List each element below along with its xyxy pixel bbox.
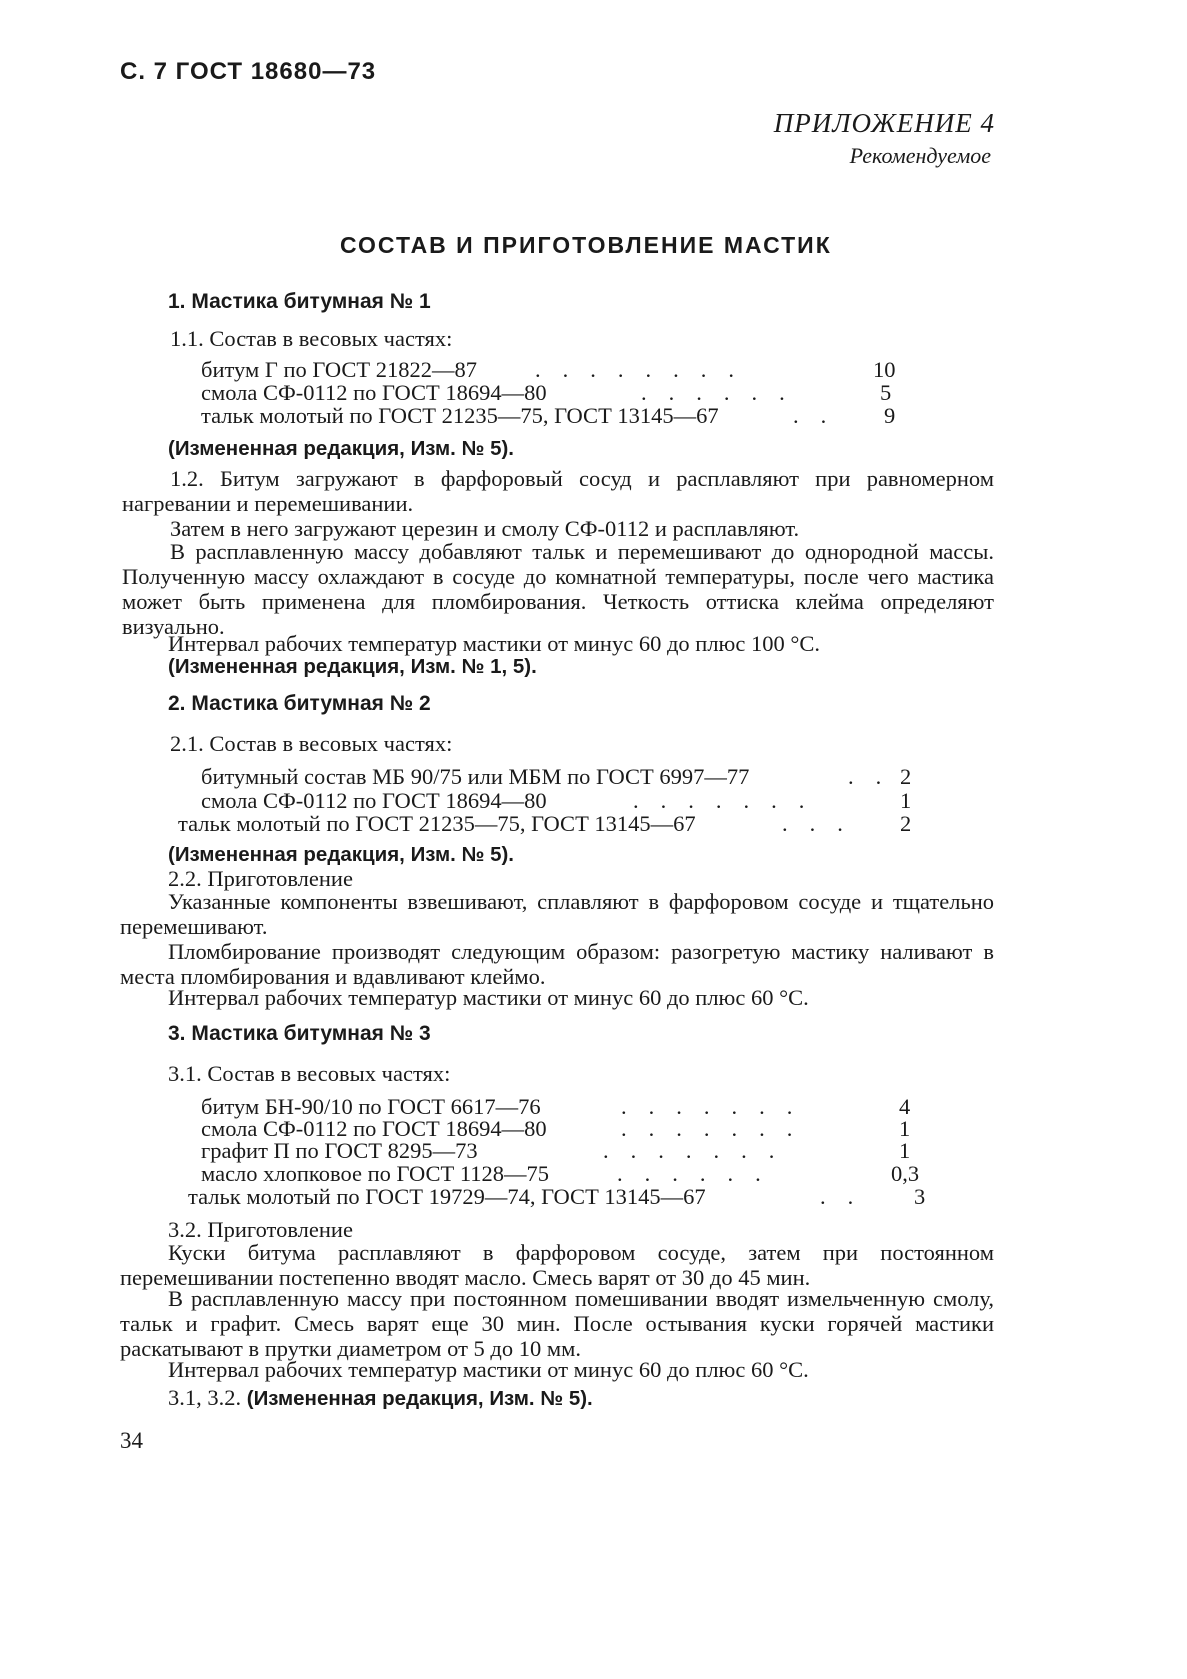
component-value: 1: [900, 788, 912, 813]
leader-dots: .......: [603, 1138, 797, 1163]
section-2-preparation-label: 2.2. Приготовление: [168, 866, 353, 891]
leader-dots: ..: [793, 403, 849, 428]
composition-row: [201, 1161, 941, 1186]
section-1-paragraph-1: 1.2. Битум загружают в фарфоровый сосуд и расплавляют при равномерном нагревании и перемешивании.: [122, 466, 994, 516]
section-2-heading: 2. Мастика битумная № 2: [168, 692, 431, 715]
page-header-ref: С. 7 ГОСТ 18680—73: [120, 58, 377, 85]
section-3-amendment-line: [168, 1385, 593, 1411]
composition-row: [178, 811, 923, 836]
component-value: 9: [884, 403, 896, 428]
section-2-paragraph-2: Пломбирование производят следующим образом: разогретую мастику наливают в места пломбирования и вдавливают клеймо.: [120, 939, 994, 989]
component-name: графит П по ГОСТ 8295—73: [201, 1138, 478, 1163]
component-value: 1: [899, 1138, 911, 1163]
leader-dots: ......: [617, 1161, 783, 1186]
component-value: 1: [899, 1116, 911, 1141]
leader-dots: .......: [621, 1094, 815, 1119]
section-3-paragraph-2: В расплавленную массу при постоянном помешивании вводят измельченную смолу, тальк и графит. Смесь варят еще 30 мин. После остывания куски горячей мастики раскатывают в прутки диаметром от 5 до 10 мм.: [120, 1286, 994, 1361]
section-3-amendment-note: (Измененная редакция, Изм. № 5).: [246, 1387, 593, 1410]
leader-dots: ...: [782, 811, 865, 836]
section-2-composition-label: 2.1. Состав в весовых частях:: [170, 731, 453, 756]
section-1-temperature-range: Интервал рабочих температур мастики от минус 60 до плюс 100 °С.: [168, 631, 820, 656]
appendix-label: ПРИЛОЖЕНИЕ 4: [773, 108, 995, 138]
composition-row: [201, 380, 901, 405]
section-1-composition-label: 1.1. Состав в весовых частях:: [170, 326, 453, 351]
leader-dots: ......: [641, 380, 807, 405]
section-3-composition-label: 3.1. Состав в весовых частях:: [168, 1061, 451, 1086]
section-1-amendment-note-2: (Измененная редакция, Изм. № 1, 5).: [168, 655, 537, 678]
appendix-status: Рекомендуемое: [849, 143, 991, 168]
leader-dots: .......: [621, 1116, 815, 1141]
section-1-paragraph-3: В расплавленную массу добавляют тальк и перемешивают до однородной массы. Полученную массу охлаждают в сосуде до комнатной температуры, после чего мастика может быть применена для пломбирования. Четкость оттиска клейма определяют визуально.: [122, 539, 994, 639]
component-name: смола СФ-0112 по ГОСТ 18694—80: [201, 788, 547, 813]
component-value: 4: [899, 1094, 911, 1119]
section-1-amendment-note: (Измененная редакция, Изм. № 5).: [168, 437, 515, 460]
section-2-amendment-note: (Измененная редакция, Изм. № 5).: [168, 843, 515, 866]
component-name: битум Г по ГОСТ 21822—87: [201, 357, 477, 382]
section-3-heading: 3. Мастика битумная № 3: [168, 1022, 431, 1045]
section-2-paragraph-1: Указанные компоненты взвешивают, сплавляют в фарфоровом сосуде и тщательно перемешивают.: [120, 889, 994, 939]
composition-row: [201, 403, 901, 428]
section-3-temperature-range: Интервал рабочих температур мастики от минус 60 до плюс 60 °С.: [168, 1357, 809, 1382]
leader-dots: ........: [535, 357, 756, 382]
component-name: смола СФ-0112 по ГОСТ 18694—80: [201, 380, 547, 405]
leader-dots: .......: [633, 788, 827, 813]
section-2-temperature-range: Интервал рабочих температур мастики от минус 60 до плюс 60 °С.: [168, 985, 809, 1010]
composition-row: [201, 764, 921, 789]
page-number: 34: [120, 1428, 143, 1453]
component-name: масло хлопковое по ГОСТ 1128—75: [201, 1161, 550, 1186]
composition-row: [188, 1184, 933, 1209]
composition-row: [201, 357, 901, 382]
composition-row: [201, 1138, 931, 1163]
component-name: битум БН-90/10 по ГОСТ 6617—76: [201, 1094, 541, 1119]
component-name: битумный состав МБ 90/75 или МБМ по ГОСТ 6997—77: [201, 764, 750, 789]
leader-dots: ..: [820, 1184, 876, 1209]
amendment-clause-ref: 3.1, 3.2.: [168, 1385, 242, 1410]
component-name: тальк молотый по ГОСТ 21235—75, ГОСТ 13145—67: [201, 403, 719, 428]
component-name: тальк молотый по ГОСТ 21235—75, ГОСТ 13145—67: [178, 811, 696, 836]
component-value: 2: [900, 811, 912, 836]
section-3-paragraph-1: Куски битума расплавляют в фарфоровом сосуде, затем при постоянном перемешивании постепенно вводят масло. Смесь варят от 30 до 45 мин.: [120, 1240, 994, 1290]
page-title: СОСТАВ И ПРИГОТОВЛЕНИЕ МАСТИК: [340, 232, 832, 258]
section-1-heading: 1. Мастика битумная № 1: [168, 290, 431, 313]
section-3-preparation-label: 3.2. Приготовление: [168, 1217, 353, 1242]
component-name: смола СФ-0112 по ГОСТ 18694—80: [201, 1116, 547, 1141]
component-value: 0,3: [891, 1161, 920, 1186]
component-value: 3: [914, 1184, 926, 1209]
section-1-paragraph-2: Затем в него загружают церезин и смолу СФ-0112 и расплавляют.: [170, 516, 800, 541]
composition-row: [201, 788, 921, 813]
component-value: 2: [900, 764, 912, 789]
leader-dots: ..: [848, 764, 904, 789]
component-value: 5: [880, 380, 892, 405]
component-name: тальк молотый по ГОСТ 19729—74, ГОСТ 13145—67: [188, 1184, 706, 1209]
component-value: 10: [873, 357, 896, 382]
